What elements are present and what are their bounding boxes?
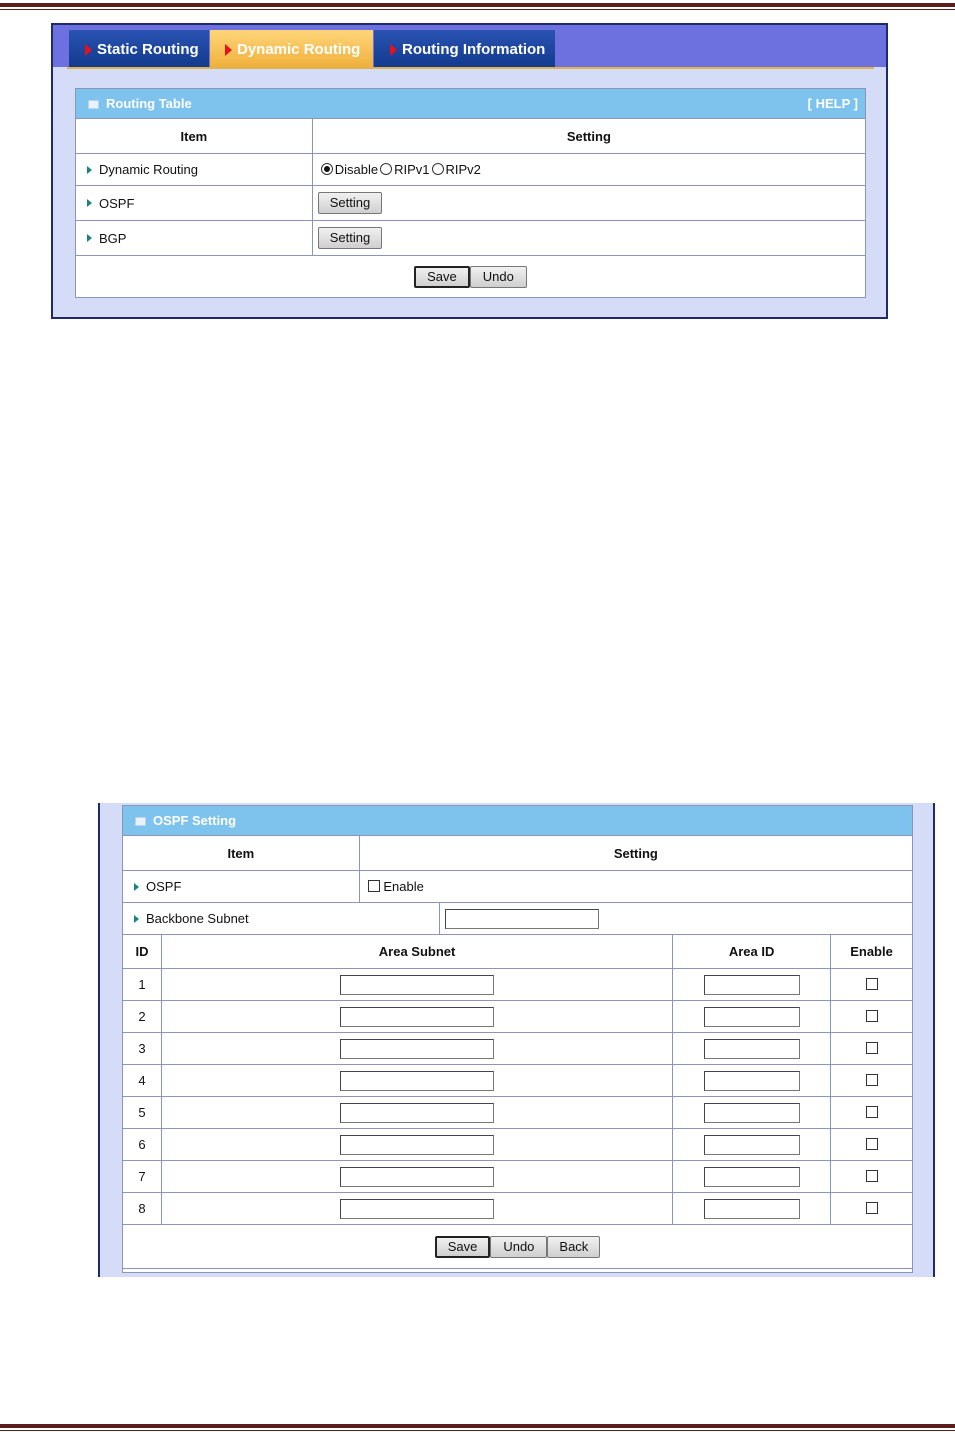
area-id-number: 2 (123, 1001, 162, 1033)
ospf-label: OSPF (99, 195, 135, 211)
area-id-number: 8 (123, 1193, 162, 1225)
routing-table-header (76, 89, 865, 118)
area-id-cell (673, 1065, 831, 1097)
area-subnet-input[interactable] (340, 1135, 494, 1155)
area-enable-cell (831, 1097, 913, 1129)
action-cell (76, 256, 866, 298)
ospf-setting-cell (312, 186, 865, 221)
bottom-rule-thin (0, 1430, 955, 1431)
panel-icon (135, 817, 146, 826)
tab-static-routing[interactable] (69, 30, 209, 67)
area-enable-checkbox[interactable] (866, 1106, 878, 1118)
ospf-panel (98, 803, 935, 1277)
radio-disable[interactable] (321, 163, 333, 175)
bgp-label-cell (76, 221, 313, 256)
routing-table (75, 118, 866, 298)
ospf-enable-label: Enable (383, 879, 424, 894)
action-row (76, 256, 866, 298)
back-button[interactable]: Back (547, 1236, 600, 1258)
ospf-setting-button[interactable]: Setting (318, 192, 382, 214)
tab-arrow-icon (225, 44, 232, 56)
table-row (76, 186, 866, 221)
area-subnet-input[interactable] (340, 1199, 494, 1219)
area-id-number: 6 (123, 1129, 162, 1161)
col-item-header: Item (76, 119, 313, 154)
table-row (76, 221, 866, 256)
backbone-subnet-input[interactable] (445, 909, 599, 929)
area-id-input[interactable] (704, 1167, 800, 1187)
area-id-number: 7 (123, 1161, 162, 1193)
area-enable-cell (831, 1065, 913, 1097)
tab-bar (53, 25, 886, 67)
area-id-number: 3 (123, 1033, 162, 1065)
table-row (123, 871, 913, 903)
table-row (123, 969, 913, 1001)
bullet-arrow-icon (87, 199, 92, 207)
routing-table-title: Routing Table (106, 96, 192, 111)
ospf-setting-header (123, 806, 912, 835)
ospf-enable-cell (359, 871, 912, 903)
area-id-cell (673, 1129, 831, 1161)
area-subnet-cell (161, 1001, 672, 1033)
area-subnet-cell (161, 969, 672, 1001)
radio-ripv1[interactable] (380, 163, 392, 175)
col-item-header: Item (123, 836, 360, 871)
save-button[interactable]: Save (414, 266, 470, 288)
area-subnet-header: Area Subnet (161, 935, 672, 969)
area-subnet-cell (161, 1033, 672, 1065)
bullet-arrow-icon (134, 883, 139, 891)
table-row (123, 1065, 913, 1097)
radio-disable-label: Disable (334, 162, 379, 177)
area-enable-checkbox[interactable] (866, 1042, 878, 1054)
area-enable-checkbox[interactable] (866, 1170, 878, 1182)
tab-label: Dynamic Routing (237, 41, 361, 58)
bgp-label: BGP (99, 230, 127, 246)
area-subnet-input[interactable] (340, 975, 494, 995)
tab-routing-information[interactable] (374, 30, 555, 67)
bgp-setting-button[interactable]: Setting (318, 227, 382, 249)
tab-label: Routing Information (402, 41, 546, 58)
area-subnet-input[interactable] (340, 1039, 494, 1059)
area-id-input[interactable] (704, 1071, 800, 1091)
tab-arrow-icon (390, 44, 397, 56)
area-id-number: 1 (123, 969, 162, 1001)
table-row (123, 1033, 913, 1065)
ospf-enable-checkbox[interactable] (368, 880, 380, 892)
undo-button[interactable]: Undo (490, 1236, 547, 1258)
table-row (123, 1097, 913, 1129)
col-setting-header: Setting (359, 836, 912, 871)
area-enable-checkbox[interactable] (866, 1010, 878, 1022)
area-subnet-input[interactable] (340, 1103, 494, 1123)
top-rule (0, 3, 955, 7)
radio-ripv2-label: RIPv2 (445, 162, 481, 177)
area-enable-cell (831, 1193, 913, 1225)
col-setting-header: Setting (312, 119, 865, 154)
area-id-input[interactable] (704, 1039, 800, 1059)
area-enable-checkbox[interactable] (866, 1074, 878, 1086)
area-subnet-cell (161, 1129, 672, 1161)
table-row (123, 1161, 913, 1193)
table-row (123, 903, 913, 935)
tab-dynamic-routing[interactable] (210, 30, 373, 67)
area-id-header: Area ID (673, 935, 831, 969)
backbone-subnet-label: Backbone Subnet (146, 911, 249, 926)
action-cell (123, 1225, 913, 1269)
area-subnet-cell (161, 1193, 672, 1225)
area-enable-header: Enable (831, 935, 913, 969)
area-enable-cell (831, 1033, 913, 1065)
area-enable-checkbox[interactable] (866, 1138, 878, 1150)
area-id-number: 4 (123, 1065, 162, 1097)
backbone-input-cell (439, 903, 912, 935)
table-row (123, 1129, 913, 1161)
routing-panel (51, 23, 888, 319)
bullet-arrow-icon (134, 915, 139, 923)
area-id-cell (673, 1033, 831, 1065)
table-row (76, 154, 866, 186)
dynamic-routing-options (312, 154, 865, 186)
area-id-number-header: ID (123, 935, 162, 969)
area-id-input[interactable] (704, 1007, 800, 1027)
area-id-cell (673, 1193, 831, 1225)
area-subnet-cell (161, 1161, 672, 1193)
ospf-setting-title: OSPF Setting (153, 813, 237, 828)
dynamic-routing-label-cell (76, 154, 313, 186)
bullet-arrow-icon (87, 234, 92, 242)
tab-label: Static Routing (97, 41, 199, 58)
tab-arrow-icon (85, 44, 92, 56)
ospf-label: OSPF (146, 879, 182, 894)
area-enable-checkbox[interactable] (866, 1202, 878, 1214)
save-button[interactable]: Save (435, 1236, 491, 1258)
routing-table-box (75, 88, 866, 298)
area-subnet-input[interactable] (340, 1007, 494, 1027)
area-subnet-cell (161, 1065, 672, 1097)
ospf-setting-box (122, 805, 913, 1273)
table-row (123, 1001, 913, 1033)
area-id-cell (673, 1161, 831, 1193)
area-subnet-cell (161, 1097, 672, 1129)
help-link[interactable]: [ HELP ] (807, 96, 858, 111)
ospf-general-table (122, 835, 913, 935)
area-id-input[interactable] (704, 1199, 800, 1219)
area-enable-cell (831, 1001, 913, 1033)
area-enable-cell (831, 969, 913, 1001)
area-enable-cell (831, 1129, 913, 1161)
area-id-input[interactable] (704, 1135, 800, 1155)
undo-button[interactable]: Undo (470, 266, 527, 288)
top-rule-thin (0, 9, 955, 10)
area-enable-cell (831, 1161, 913, 1193)
area-id-cell (673, 969, 831, 1001)
area-id-number: 5 (123, 1097, 162, 1129)
area-subnet-input[interactable] (340, 1167, 494, 1187)
area-enable-checkbox[interactable] (866, 978, 878, 990)
area-id-input[interactable] (704, 1103, 800, 1123)
area-id-cell (673, 1097, 831, 1129)
area-subnet-input[interactable] (340, 1071, 494, 1091)
area-id-cell (673, 1001, 831, 1033)
tab-underline (67, 67, 874, 69)
radio-ripv2[interactable] (432, 163, 444, 175)
bullet-arrow-icon (87, 166, 92, 174)
dynamic-routing-label: Dynamic Routing (99, 162, 198, 177)
panel-icon (88, 100, 99, 109)
bgp-setting-cell (312, 221, 865, 256)
radio-ripv1-label: RIPv1 (394, 162, 430, 177)
area-id-input[interactable] (704, 975, 800, 995)
bottom-rule (0, 1424, 955, 1428)
area-table (122, 934, 913, 1269)
ospf-label-cell (123, 871, 360, 903)
action-row (123, 1225, 913, 1269)
ospf-label-cell (76, 186, 313, 221)
table-row (123, 1193, 913, 1225)
backbone-label-cell (123, 903, 440, 935)
